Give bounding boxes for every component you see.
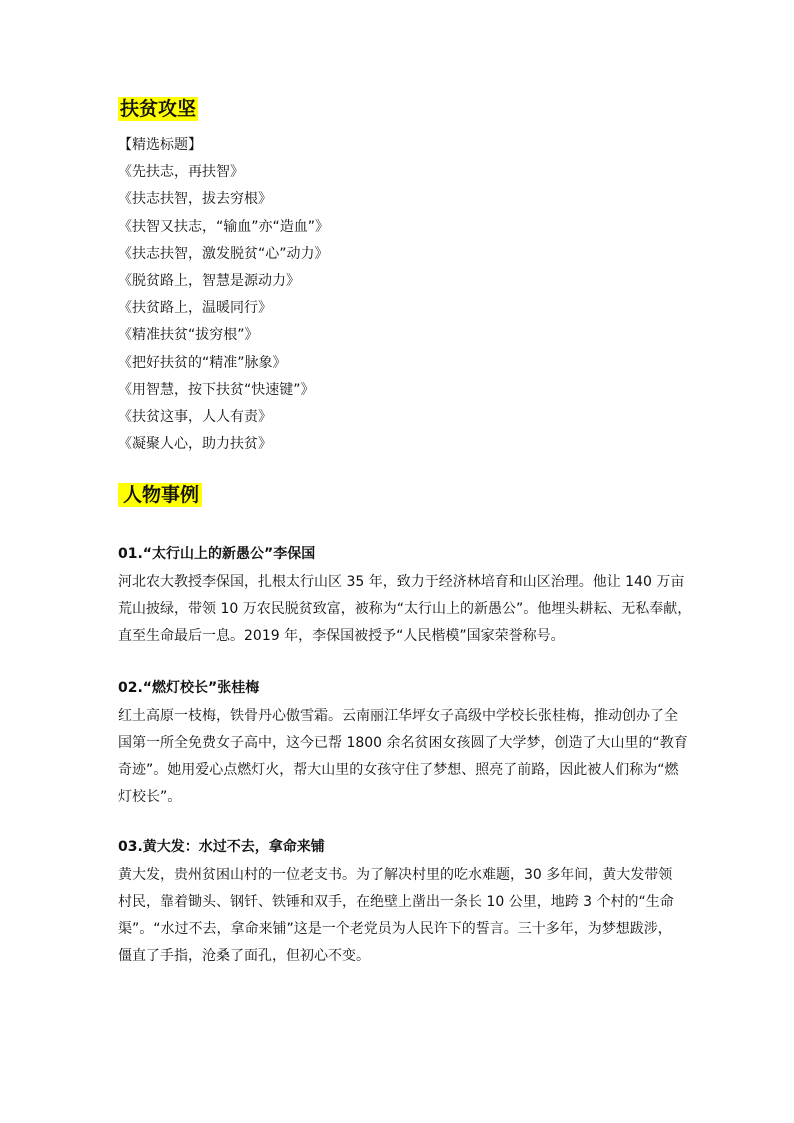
paragraph-line: 灯校长”。 [118, 789, 182, 805]
title-item: 《精准扶贫“拔穷根”》 [118, 327, 259, 344]
example-section [118, 834, 678, 970]
example-section [118, 541, 692, 650]
example-paragraph [118, 703, 688, 811]
title-item: 《凝聚人心，助力扶贫》 [118, 436, 272, 453]
example-section [118, 675, 688, 811]
paragraph-line: 黄大发，贵州贫困山村的一位老支书。为了解决村里的吃水难题，30 多年间，黄大发带领 [118, 867, 673, 883]
title-item: 《先扶志，再扶智》 [118, 164, 244, 181]
paragraph-line: 奇迹”。她用爱心点燃灯火，帮大山里的女孩守住了梦想、照亮了前路，因此被人们称为“燃 [118, 762, 679, 778]
example-paragraph [118, 862, 678, 970]
title-item: 《脱贫路上，智慧是源动力》 [118, 272, 300, 289]
title-item: 《扶贫路上，温暖同行》 [118, 300, 272, 317]
selected-titles-list [118, 132, 329, 458]
paragraph-line: 村民，靠着锄头、钢钎、铁锤和双手，在绝壁上凿出一条长 10 公里，地跨 3 个村的“生命 [118, 894, 674, 910]
paragraph-line: 僵直了手指，沧桑了面孔，但初心不变。 [118, 948, 370, 964]
example-title: 01.“太行山上的新愚公”李保国 [118, 546, 316, 562]
example-title: 03.黄大发：水过不去，拿命来铺 [118, 839, 325, 855]
section-heading-poverty-alleviation: 扶贫攻坚 [120, 98, 197, 120]
section-heading-character-examples: 人物事例 [118, 483, 202, 507]
title-item: 《扶志扶智，激发脱贫“心”动力》 [118, 245, 329, 262]
paragraph-line: 红土高原一枝梅，铁骨丹心傲雪霜。云南丽江华坪女子高级中学校长张桂梅，推动创办了全 [118, 708, 678, 724]
paragraph-line: 国第一所全免费女子高中，这今已帮 1800 余名贫困女孩圆了大学梦，创造了大山里的“教育 [118, 735, 688, 751]
title-item: 《扶贫这事，人人有责》 [118, 408, 272, 425]
title-item: 《扶智又扶志，“输血”亦“造血”》 [118, 218, 330, 235]
paragraph-line: 直至生命最后一息。2019 年，李保国被授予“人民楷模”国家荣誉称号。 [118, 628, 565, 644]
paragraph-line: 渠”。“水过不去，拿命来铺”这是一个老党员为人民许下的誓言。三十多年，为梦想跋涉， [118, 921, 672, 937]
example-title: 02.“燃灯校长”张桂梅 [118, 680, 260, 696]
paragraph-line: 荒山披绿，带领 10 万农民脱贫致富，被称为“太行山上的新愚公”。他埋头耕耘、无私奉献， [118, 601, 692, 617]
title-item: 《用智慧，按下扶贫“快速键”》 [118, 381, 315, 398]
example-paragraph [118, 569, 692, 650]
selected-titles-tag: 【精选标题】 [118, 137, 202, 153]
title-item: 《扶志扶智，拔去穷根》 [118, 191, 272, 208]
title-item: 《把好扶贫的“精准”脉象》 [118, 354, 287, 371]
paragraph-line: 河北农大教授李保国，扎根太行山区 35 年，致力于经济林培育和山区治理。他让 140 万亩 [118, 574, 685, 590]
